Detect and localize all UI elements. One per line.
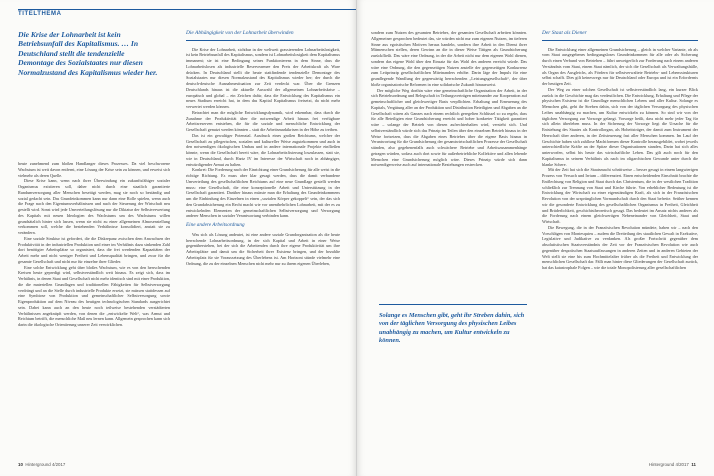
kicker-rule xyxy=(18,9,356,10)
section-subhead-2: Eine andere Arbeitsordnung xyxy=(186,222,245,228)
body-paragraph: Das ist ein gewaltiger Potenzial. Ausdruck eines großen Reichtums, welcher der Gesellschaft zu pflegerischen, sozialen und kultureller Weise zugutekommen und auch in den notwendigen ökologischen Umbau und in andere internationale Projekte einfließen könnte, wenn die Gesellschaft bereit wäre, die Lohnarbeitsfixierung loszulassen, statt sie, wie in Deutschland, durch Hartz IV im Interesse der Wirtschaft noch in abhängiger, entwürdigender Armut zu halten. xyxy=(186,132,340,167)
subhead-rule xyxy=(186,40,340,41)
left-column-2 xyxy=(186,30,340,266)
pull-quote: Solange es Menschen gibt, geht ihr Streben dahin, sich von der täglichen Versorgung des physischen Leibes unabhängig zu machen, um Kultur entwickeln zu können. xyxy=(379,304,527,345)
body-paragraph: Der mögliche Weg dorthin wäre eine gemeinschaftliche Organisation der Arbeit, in der sich Betriebsordnung und Belegschaft in Teilungsverträgen miteinander zur Kooperation auf gemeinschaftlicher und gleichwertiger Basis verpflichten. Erhaltung und Erneuerung des Kapitals, Vergütung aller an der Produktion und Distribution Beteiligten und Abgaben an die Gesellschaft wären als Ganzes nach einem rechtlich geregelten Schlüssel so zu regeln, dass für alle Beteiligten eine Grundsicherung erreicht und hoher konkreter Tätigkeit garantiert wäre – solange der Betrieb von diesen aufrechterhalten wird, versteht sich. Und selbstverständlich würde sich das Prinzip im Teilen über den einzelnen Betrieb hinaus in der Weise fortsetzen, dass die Abgaben eines Betriebes über die eigene Basis hinaus in Verantwortung für die Grundsicherung der gesamtwirtschaftlichen Prozesse der Gesellschaft stünden, also gegebenenfalls auch schwächere Betriebe und Arbeitszusammenhänge getragen würden, sodass auch dort sowie für außerbetriebliche Kollektive und allen lebende Menschen eine Grundsicherung möglich wäre. Dieses Prinzip würde sich dann notwendigerweise auch auf internationale Beziehungen erstrecken. xyxy=(371,87,527,168)
body-paragraph: Eine solche Entwicklung geht über bloßes Wachstum, wie es von den herrschenden Kreisen heute gepredigt wird, selbstverständlich weit hinaus. Es zeigt sich, dass im Verhältnis, in denen Staat und Gesellschaft nicht mehr identisch sind mit einer Produktion, die die materiellen Grundlagen und traditionellen Fähigkeiten für Selbstversorgung verdrängt und an die Stelle durch industrielle Produkte ersetzt, sie müssen stattdessen auf eine Symbiose von Produktion und gemeinschaftlicher Selbstversorgung sowie Eigenproduktion auf dem Niveau des heutigen technologischen Standards ausgerichtet sein. Dabei kann auch an den heute noch teilweise bestehenden verstädterten Verhältnissen angeknüpft werden, von denen die „entwickelte Welt“, was Armut und Reichtum betrifft, die menschliche Maß neu lernen kann. Allgemein gesprochen kann sich darin die ökologische Orientierung unserer Zeit verwirklichen. xyxy=(18,264,170,327)
body-paragraph: Die Entwicklung einer allgemeinen Grundsicherung – gleich in welcher Variante, ob als vom Staat ausgegebenes bedingungsloses Grundeinkommen für alle oder als Sicherung durch einen Verbund von Betrieben – führt unweigerlich zur Forderung nach einem anderen Verständnis vom Staat, einem Staat nämlich, der sich die Gesellschaft als Verwaltungshülle, als Organ des Ausgleichs, als Fördern für selbstverwaltete Betriebs- und Lebensstrukturen selbst schafft. Dies gilt keineswegs nur für Deutschland oder Europa und ist ein Erfordernis der heutigen Zeit. xyxy=(542,46,698,86)
section-subhead: Die Abhängigkeit von der Lohnarbeit überwinden xyxy=(186,30,294,36)
publication-name: Hinterground 4/2017 xyxy=(648,462,689,467)
subhead-rule xyxy=(542,40,698,41)
body-paragraph: Der Weg zu einer solchen Gesellschaft ist selbstverständlich lang, ein kurzer Blick zurück in die Geschichte mag das verdeutlichen. Die Entwicklung, Erhaltung und Pflege der physischen Existenz ist die Grundlage menschlichen Lebens und aller Kultur. Solange es Menschen gibt, geht ihr Streben dahin, sich von der täglichen Versorgung des physischen Leibes unabhängig zu machen, um Kultur entwickeln zu können. So sind wir von der täglichen Versorgung zur Vorsorge gelangt. Vorsorge heißt, dass nicht mehr jeder Tag für sich allein überleben muss. In der Sicherung der Vorsorge liegt die Ursache für die Entstehung des Staates als Kontrollorgan, als Hoheitsträger, der damit zum Instrument der Herrschaft über anderen, in der Zeitsteuerung fast aller Menschen kommen. Im Lauf der Geschichte haben sich zahllose Machtformen dieser Kontrolle herausgebildet, wobei jeweils unterschiedliche Kräfte an der Spitze dieser Organisationen standen, Darin hat sich alles unterworfen, selbst bis heute das wirtschaftliche Leben. Das gilt auch noch für den Kapitalismus in seinem Verhältnis als nach im oligarchischen Gewande unter durch die blanke Schere. xyxy=(542,86,698,167)
right-column-1 xyxy=(371,30,527,168)
right-page xyxy=(357,0,714,476)
lead-paragraph: Die Krise der Lohnarbeit ist kein Betriebsunfall des Kapitalismus. … In Deutschland stellt die tendenzielle Demontage des Sozialstaates nur diesen Normalzustand des Kapitalismus wieder her. xyxy=(18,30,158,77)
body-paragraph: Eine soziale Struktur ist gefordert, die die Diskrepanz zwischen dem Anwachsen der Produktivität in der industriellen Produktion und einer im Verhältnis dazu sinkenden Zahl dort benötigter Arbeitsplätze so organisiert, dass die frei werdenden Kapazitäten der Arbeit mehr und nicht weniger Freiheit und Lebensqualität bringen, und zwar für die gesamte Gesellschaft und nicht nur für einzelne ihrer Glieder. xyxy=(18,235,170,264)
left-column-1 xyxy=(18,161,170,328)
body-paragraph: Diese Krise kann, wenn nach ihrer Überwindung ein zukunftsfähiger sozialer Organismus existieren soll, daher nicht durch eine staatlich garantierte Rundumversorgung aller Menschen beseitigt werden, mag sie noch so beständig und sozial gedacht sein. Das Grundeinkommen kann nur dann eine Rolle spielen, wenn auch die Frage nach den Eigentumsverhältnissen und nach der Steuerung der Wirtschaft neu gestellt wird. Sonst wird jede Umverteilungslösung nur die Diktatur der Selbstverwertung des Kapitals mit neuen Ideologien des Wachstums um des Wachstums willen grundsätzlich hinter sich lassen, wenn sie nicht zu einer allgemeinen Almosenstellung verkommen soll, welche die bestehenden Verhältnisse konsolidiert, anstatt sie zu verändern. xyxy=(18,178,170,235)
section-subhead: Der Staat als Diener xyxy=(542,30,587,36)
page-number: 11 xyxy=(691,462,696,467)
body-paragraph: Was sich als Lösung andeutet, ist eine andere soziale Grundorganisation als die heute herrschende Lohnarbeitsordnung, in der sich Kapital und Arbeit in einer Weise gegenüberstehen, bei der sich die Arbeitenden durch ihre eigene Produktivität um ihre Arbeitsplätze und damit um die Sicherheit ihrer Existenz bringen, und der bezahlte Arbeitsplatz für sie Voraussetzung des Überlebens ist. Am Horizont stünde vielmehr eine Ordnung, die zu der einzelnen Menschen nicht mehr nur zu ihrem eigenen Überleben, xyxy=(186,231,340,266)
body-paragraph: Mit der Zeit hat sich die Staatsmacht schrittweise – besser gesagt in einem langwierigen Prozess von Versuch und Irrtum – differenziert. Einen entscheidenden Einschnitt brachte die Entflechtung von Religion und Staat durch das Christentum, die in der westlichen Tradition schließlich zur Trennung von Staat und Kirche führte. Von erheblicher Bedeutung ist die Entwicklung der Wirtschaft zu einer eigenständigen Kraft, als sich in der Französischen Revolution von der ursprünglichen Vormundschaft durch den Staat befreite. Seither kennen wir die gesonderte Entwicklung des gesellschaftlichen Organismus in Freiheit, Gleichheit und Brüderlichkeit, geschichtstheoretisch gesagt. Das bedeutet im Ansatz nichts anderes als die Forderung nach einem gleichwertigen Nebeneinander von Gleichheit, Staat und Wirtschaft. xyxy=(542,167,698,224)
left-folio xyxy=(18,462,65,467)
body-paragraph: beute zunehmend zum bloßen Handlanger dieses Prozesses. Da viel beschworene Wachstum ist weit davon entfernt, eine Lösung der Krise sein zu können, und erweist sich vielmehr als deren Quelle. xyxy=(18,161,170,178)
body-paragraph: Die Krise der Lohnarbeit, sichtbar in der weltweit grassierenden Lohnarbeitslosigkeit, ist kein Betriebsunfall des Kapitalismus, sondern ist Lohnarbeitslosigkeit dem Kapitalismus immanent; sie ist eine Bedingung seines Funktionierens in dem Sinne, dass die Lohnarbeitslosen als industrielle Reservearmee den Preis der Arbeitskraft als Ware drücken. In Deutschland stellt die heute stattfindende tendenzielle Demontage des Sozialstaates nur diesen Normalzustand des Kapitalismus wieder her; der durch die deutsch-deutsche Ausnahmesituation zur Zeit verdeckt war. Über die Grenzen Deutschlands hinaus ist die aktuelle Auswahl der allgemeinen Lohnarbeitskrise – europäisch und global – ein Zeichen dafür, dass die Entwicklung des Kapitalismus ein neues Stadium erreicht hat, in dem das Kapital Kapitalismus freisetzt, da nicht mehr verwertet werden können. xyxy=(186,46,340,109)
right-column-2 xyxy=(542,30,698,271)
body-paragraph: sondern zum Nutzen des gesamten Betriebes, der gesamten Gesellschaft arbeiten könnten. Allgemeiner gesprochen bedeutet das, sie würden nicht nur zum eigenen Nutzen, im tieferen Sinne aus egoistischen Motiven heraus handeln, sondern ihre Arbeit in den Dienst ihrer Mitmenschen stellen, deren Gewinn an die in dieser Weise Tätigen als Grundsicherung zurückfließt. Das wäre eine Ordnung, in der die Arbeit nicht nur dem eigenen Wohl dienen, sondern das eigene Wohl über den Einsatz für das Wohl des anderen erreicht würde. Das wäre eine Ordnung, die den gegenseitigen Nutzen anstelle der gegenseitigen Konkurrenz zum Leitprinzip gesellschaftlichen Miteinanders erhöbe. Darin läge der Impuls für eine grundlegende Wandlung der gegenwärtig herrschenden „Leistungsgesellschaft“, der über bloße organisatorische Reformen in eine solidarische Zukunft hinausweist. xyxy=(371,30,527,87)
right-folio xyxy=(649,462,696,467)
publication-name: Hinterground 4/2017 xyxy=(25,462,66,467)
section-kicker: TITELTHEMA xyxy=(18,11,62,17)
body-paragraph: Konkret: Die Forderung nach der Einrichtung einer Grundsicherung für alle weist in die richtige Richtung. Es muss aber klar gesagt werden, dass die damit verbundene Umverteilung des gesellschaftlichen Reichtums auf eine neue Grundlage gestellt werden muss: eine Gesellschaft, die eine konzeptionelle Arbeit und Unterstützung in der Gesellschaft garantiert. Darüber hinaus müsste man die Erhaltung des Grundeinkommens um die Einbindung des Einzelnen in einen „sozialen Körper gekoppelt“ sein, der das sich den Grundabsicherung ein Recht macht wie vor unentbehrlichen Lohnarbeit, mit der es zu entwickelnden Elementen der gemeinschaftlichen Selbstversorgung und Versorgung anderer Menschen in sozialer Verantwortung verbinden kann. xyxy=(186,167,340,219)
body-paragraph: Betrachtet man die mögliche Entwicklungsdynamik, wird erkennbar, dass durch die Zunahme der Produktivität über die notwendige Arbeit hinaus frei verfügbare Arbeitsreserven entstehen, die für die soziale und menschliche Entwicklung der Gesellschaft genutzt werden könnten – statt die Arbeitsmarktkrisen in der Höhe zu treiben. xyxy=(186,109,340,132)
body-paragraph: Die Bewegung, die in der Französischen Revolution mündete, haben wir – nach den Vorschlägen von Montesquieu – zudem die Dreiteilung des staatlichen Gewalt in Exekutive, Legislative und Judikative zu verdanken. Als großer Fortschritt gegenüber dem absolutistischen Staatsverständnis der Zeit vor der Französischen Revolution wie auch gegenüber despotischen Staatsauffassungen in anderen Zeiten und in anderen Gebieten der Welt stellt sie eine bis zum Hochmittelalter früher als die Freiheit und Entwicklung der menschlichen Gesellschaft dar. Fällt man hinter diese Gliederungen der Gesellschaft zurück, hat das katastrophale Folgen – wie die totale Monopolisierung aller gesellschaftlichen xyxy=(542,224,698,270)
page-number: 10 xyxy=(18,462,23,467)
